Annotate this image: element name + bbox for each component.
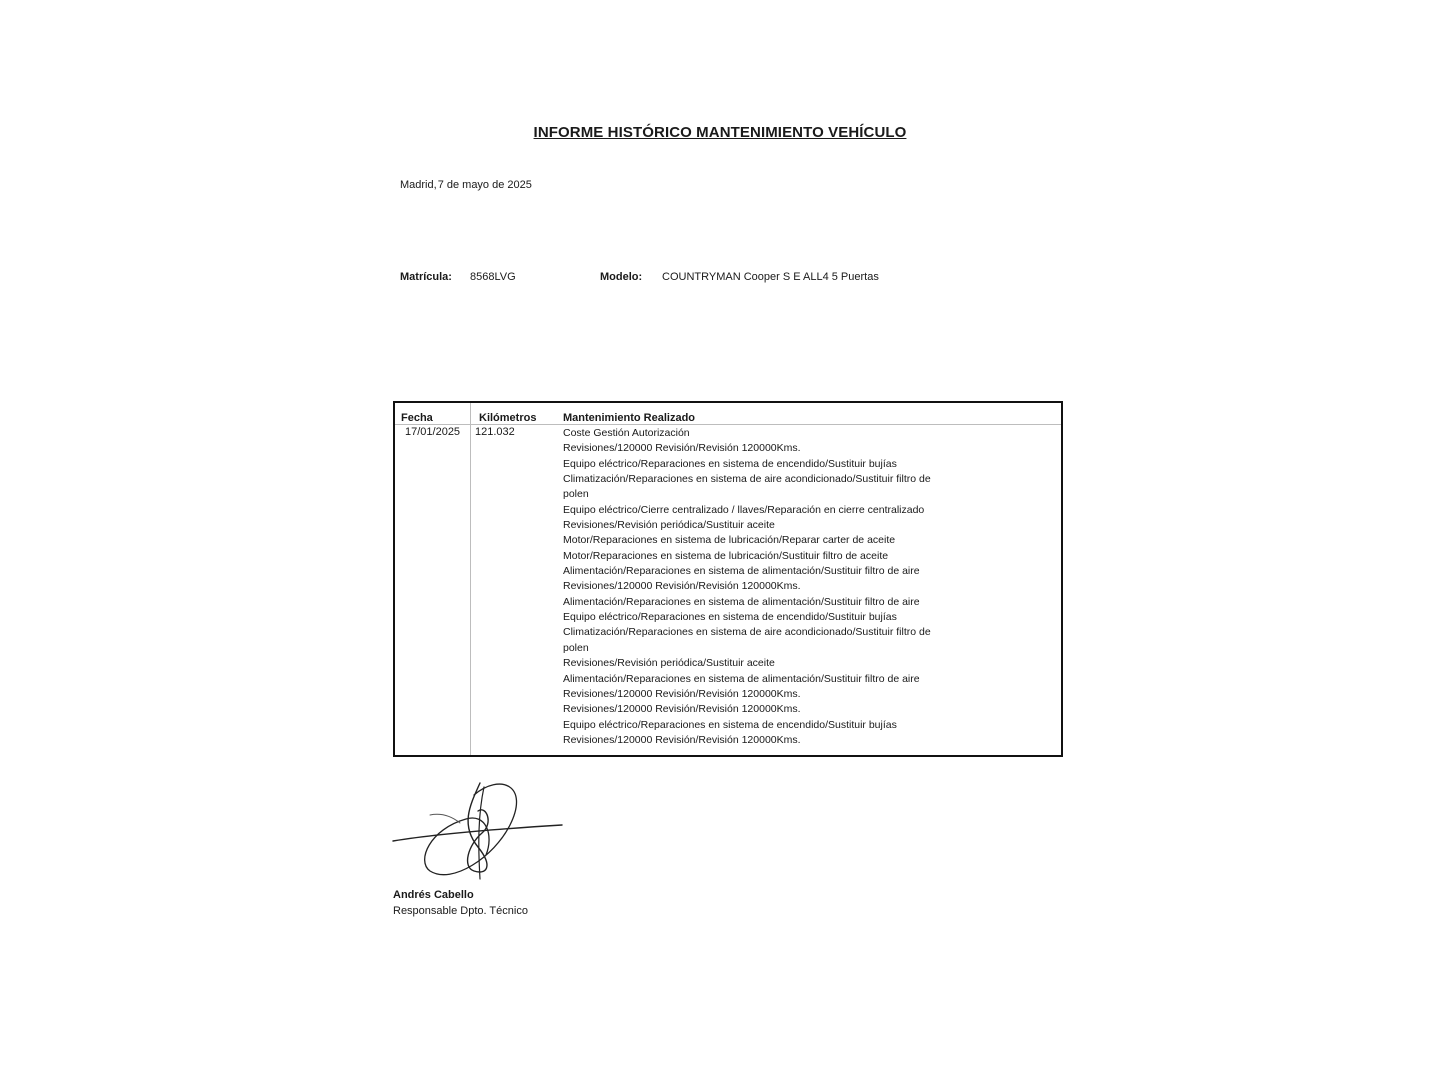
- signer-role: Responsable Dpto. Técnico: [393, 905, 528, 917]
- row-km: 121.032: [475, 426, 515, 438]
- handwritten-signature: [390, 775, 570, 885]
- task-item: Coste Gestión Autorización: [563, 427, 690, 439]
- model-label: Modelo:: [600, 271, 643, 283]
- maintenance-table: [393, 401, 1063, 757]
- task-item: Revisiones/Revisión periódica/Sustituir aceite: [563, 657, 775, 670]
- task-item: Equipo eléctrico/Reparaciones en sistema de encendido/Sustituir bujías: [563, 718, 897, 731]
- task-item: Revisiones/120000 Revisión/Revisión 120000Kms.: [563, 687, 801, 700]
- header-km: Kilómetros: [479, 412, 537, 424]
- document-date-line: [400, 179, 532, 191]
- task-item: polen: [563, 641, 589, 654]
- column-divider: [470, 403, 471, 755]
- header-divider: [395, 424, 1061, 425]
- document-city: Madrid,: [400, 179, 437, 191]
- task-item: Equipo eléctrico/Reparaciones en sistema de encendido/Sustituir bujías: [563, 457, 897, 470]
- task-item: Motor/Reparaciones en sistema de lubricación/Reparar carter de aceite: [563, 534, 896, 547]
- header-work: Mantenimiento Realizado: [563, 412, 696, 424]
- task-item: Alimentación/Reparaciones en sistema de alimentación/Sustituir filtro de aire: [563, 565, 920, 578]
- task-item: Climatización/Reparaciones en sistema de aire acondicionado/Sustituir filtro de: [563, 473, 931, 486]
- task-list: [563, 426, 973, 748]
- task-item: Alimentación/Reparaciones en sistema de alimentación/Sustituir filtro de aire: [563, 595, 920, 608]
- document-date: 7 de mayo de 2025: [437, 179, 532, 191]
- signer-name: Andrés Cabello: [393, 889, 474, 901]
- task-item: Alimentación/Reparaciones en sistema de alimentación/Sustituir filtro de aire: [563, 672, 920, 685]
- plate-value: 8568LVG: [470, 271, 516, 283]
- task-item: Revisiones/Revisión periódica/Sustituir aceite: [563, 519, 775, 532]
- task-item: Motor/Reparaciones en sistema de lubricación/Sustituir filtro de aceite: [563, 549, 889, 562]
- document-title: INFORME HISTÓRICO MANTENIMIENTO VEHÍCULO: [533, 124, 907, 141]
- model-value: COUNTRYMAN Cooper S E ALL4 5 Puertas: [662, 271, 879, 283]
- task-item: Revisiones/120000 Revisión/Revisión 120000Kms.: [563, 442, 801, 455]
- row-date: 17/01/2025: [405, 426, 461, 438]
- task-item: Equipo eléctrico/Cierre centralizado / llaves/Reparación en cierre centralizado: [563, 503, 925, 516]
- task-item: Equipo eléctrico/Reparaciones en sistema de encendido/Sustituir bujías: [563, 611, 897, 624]
- task-item: Revisiones/120000 Revisión/Revisión 120000Kms.: [563, 733, 801, 746]
- header-date: Fecha: [401, 412, 433, 424]
- task-item: Revisiones/120000 Revisión/Revisión 120000Kms.: [563, 580, 801, 593]
- plate-label: Matrícula:: [400, 271, 452, 283]
- task-item: Climatización/Reparaciones en sistema de aire acondicionado/Sustituir filtro de: [563, 626, 931, 639]
- task-item: polen: [563, 488, 589, 501]
- task-item: Revisiones/120000 Revisión/Revisión 120000Kms.: [563, 703, 801, 716]
